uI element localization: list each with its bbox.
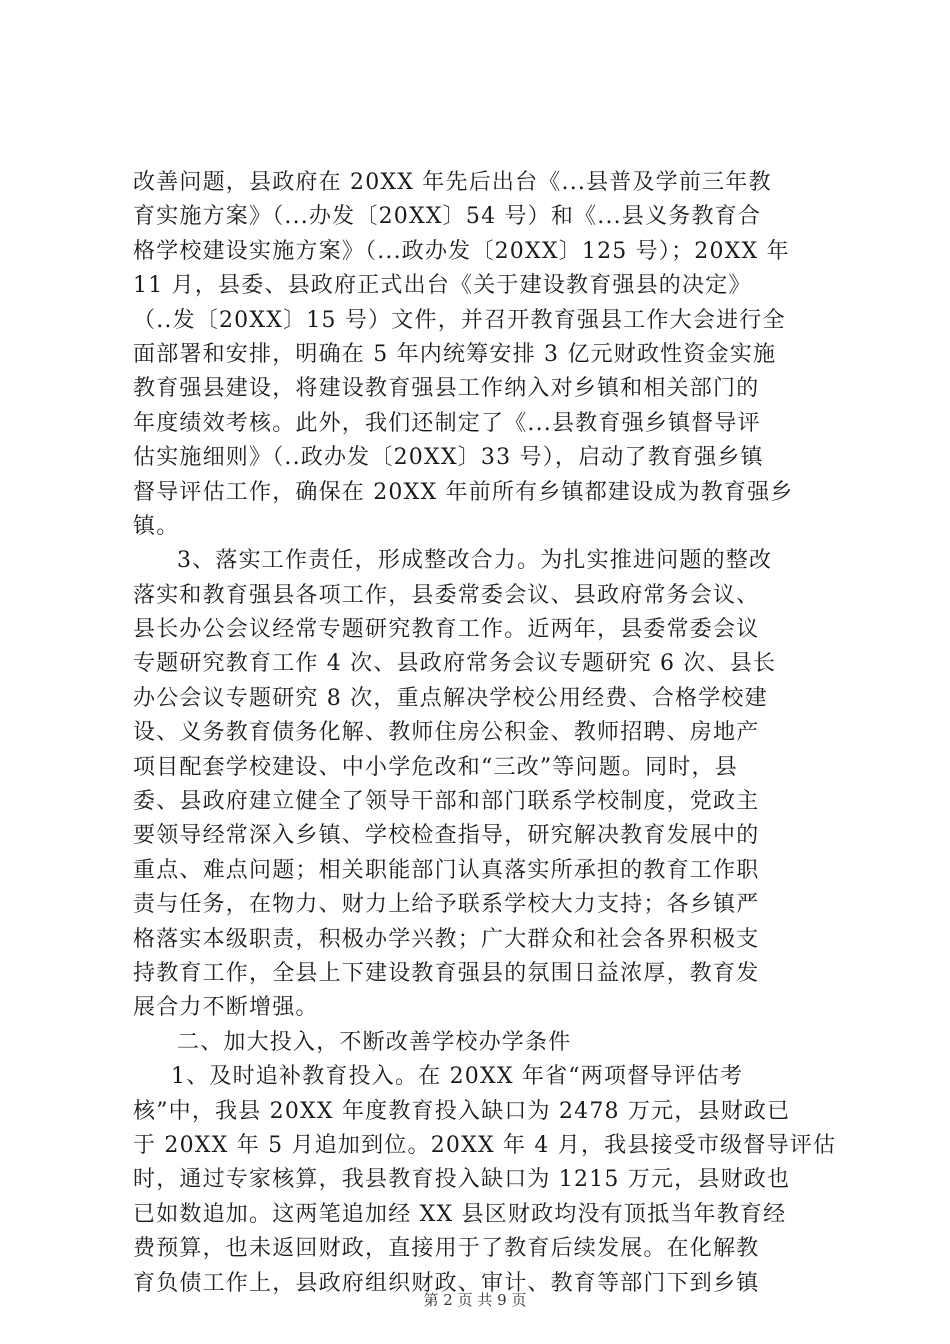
text-line: 镇。 [133, 513, 180, 539]
text-line: 面部署和安排，明确在 5 年内统筹安排 3 亿元财政性资金实施 [133, 341, 777, 367]
body-text [133, 166, 837, 1301]
section-heading: 二、加大投入，不断改善学校办学条件 [177, 1029, 572, 1055]
text-line: 专题研究教育工作 4 次、县政府常务会议专题研究 6 次、县长 [133, 651, 777, 677]
text-line: 办公会议专题研究 8 次，重点解决学校公用经费、合格学校建 [133, 685, 768, 711]
text-line: 设、义务教育债务化解、教师住房公积金、教师招聘、房地产 [133, 720, 760, 746]
text-line: （..发〔20XX〕15 号）文件，并召开教育强县工作大会进行全 [133, 307, 786, 333]
text-line: 11 月，县委、县政府正式出台《关于建设教育强县的决定》 [133, 273, 752, 299]
text-line: 县长办公会议经常专题研究教育工作。近两年，县委常委会议 [133, 617, 760, 643]
text-line: 要领导经常深入乡镇、学校检查指导，研究解决教育发展中的 [133, 823, 760, 849]
text-line: 落实和教育强县各项工作，县委常委会议、县政府常务会议、 [133, 582, 760, 608]
text-line: 格落实本级职责，积极办学兴教；广大群众和社会各界积极支 [133, 926, 760, 952]
text-line: 年度绩效考核。此外，我们还制定了《...县教育强乡镇督导评 [133, 410, 761, 436]
text-line: 展合力不断增强。 [133, 995, 319, 1021]
text-line: 核”中，我县 20XX 年度教育投入缺口为 2478 万元，县财政已 [133, 1098, 791, 1124]
text-line: 重点、难点问题；相关职能部门认真落实所承担的教育工作职 [133, 857, 760, 883]
text-line: 育实施方案》（...办发〔20XX〕54 号）和《...县义务教育合 [133, 204, 762, 230]
text-line: 项目配套学校建设、中小学危改和“三改”等问题。同时，县 [133, 754, 738, 780]
page-number-footer: 第 2 页 共 9 页 [423, 1291, 527, 1309]
text-line: 持教育工作，全县上下建设教育强县的氛围日益浓厚，教育发 [133, 960, 760, 986]
text-line: 教育强县建设，将建设教育强县工作纳入对乡镇和相关部门的 [133, 376, 760, 402]
text-line: 格学校建设实施方案》（...政办发〔20XX〕125 号）；20XX 年 [133, 238, 790, 264]
text-line: 育负债工作上，县政府组织财政、审计、教育等部门下到乡镇 [133, 1270, 760, 1296]
text-line: 委、县政府建立健全了领导干部和部门联系学校制度，党政主 [133, 789, 760, 815]
paragraph-start: 1、及时追补教育投入。在 20XX 年省“两项督导评估考 [171, 1064, 744, 1090]
text-line: 改善问题，县政府在 20XX 年先后出台《...县普及学前三年教 [133, 170, 772, 195]
paragraph-start: 3、落实工作责任，形成整改合力。为扎实推进问题的整改 [177, 548, 773, 574]
text-line: 督导评估工作，确保在 20XX 年前所有乡镇都建设成为教育强乡 [133, 479, 794, 505]
text-line: 时，通过专家核算，我县教育投入缺口为 1215 万元，县财政也 [133, 1167, 791, 1193]
text-line: 费预算，也未返回财政，直接用于了教育后续发展。在化解教 [133, 1236, 760, 1262]
text-line: 于 20XX 年 5 月追加到位。20XX 年 4 月，我县接受市级督导评估 [133, 1132, 837, 1158]
text-line: 责与任务，在物力、财力上给予联系学校大力支持；各乡镇严 [133, 892, 760, 918]
text-line: 已如数追加。这两笔追加经 XX 县区财政均没有顶抵当年教育经 [133, 1201, 787, 1227]
text-line: 估实施细则》（..政办发〔20XX〕33 号），启动了教育强乡镇 [133, 445, 764, 471]
